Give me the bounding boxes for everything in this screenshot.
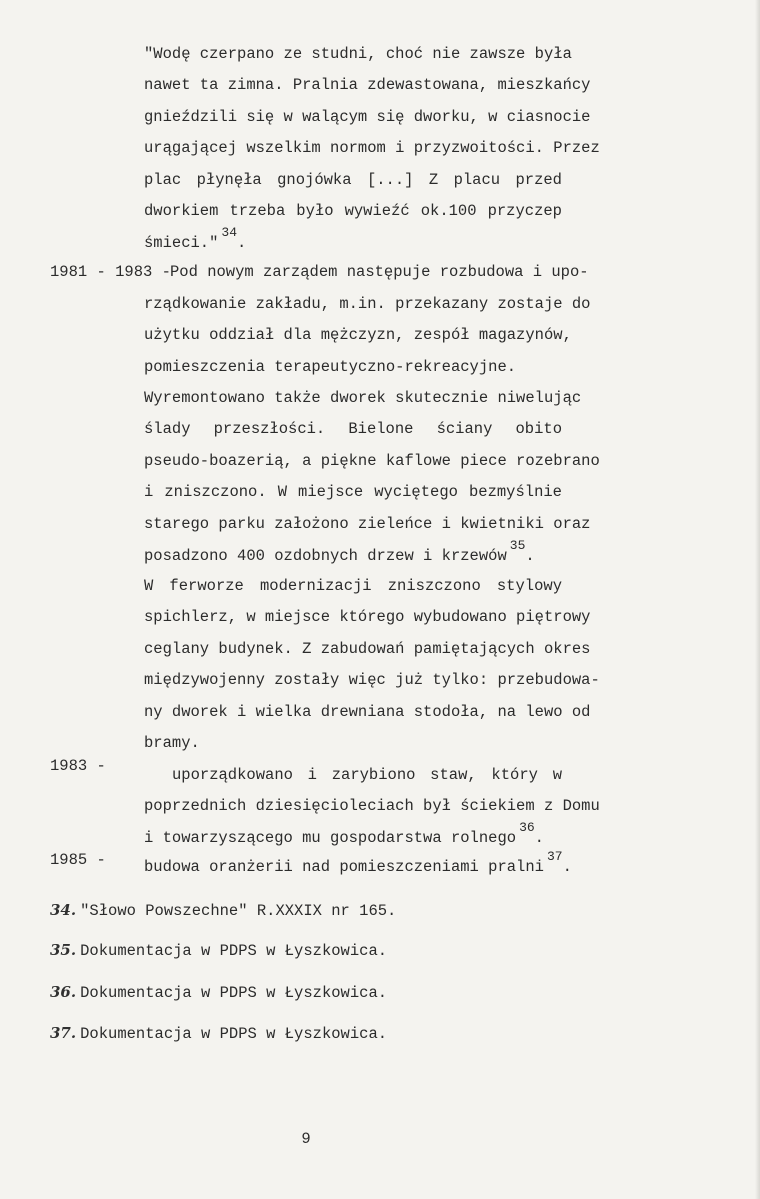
entry-1981-para3-line-2: spichlerz, w miejsce którego wybudowano piętrowy — [144, 608, 591, 626]
entry-1981-para3-line-5: ny dworek i wielka drewniana stodoła, na lewo od — [144, 703, 591, 721]
entry-1981-para3-last: bramy. — [144, 734, 200, 752]
date-1985: 1985 - — [50, 851, 106, 869]
entry-1981-line-3: użytku oddział dla mężczyzn, zespół magazynów, — [144, 326, 572, 344]
footnote-34 — [50, 898, 396, 923]
entry-1983-line-2: poprzednich dziesięcioleciach był ściekiem z Domu — [144, 797, 600, 815]
entry-1981-para2-line-4: i zniszczono. W miejsce wyciętego bezmyślnie — [144, 483, 562, 501]
footnote-ref-37: 37 — [546, 849, 563, 864]
quote-line-2: nawet ta zimna. Pralnia zdewastowana, mieszkańcy — [144, 76, 591, 94]
entry-1983-line-1: uporządkowano i zarybiono staw, który w — [172, 766, 562, 784]
quote-line-4: urągającej wszelkim normom i przyzwoitości. Przez — [144, 139, 600, 157]
footnote-number-35: 35. — [50, 941, 77, 959]
quote-last-text: śmieci." — [144, 234, 219, 252]
page-edge-shadow — [755, 0, 760, 1199]
entry-1983-line-3 — [144, 820, 562, 855]
entry-1981-para3-line-4: międzywojenny zostały więc już tylko: przebudowa- — [144, 671, 600, 689]
entry-1981-para2-end: . — [525, 547, 535, 565]
footnote-text-35: Dokumentacja w PDPS w Łyszkowica. — [80, 942, 388, 960]
entry-1981-para2-line-5: starego parku założono zieleńce i kwietniki oraz — [144, 515, 591, 533]
footnote-text-37: Dokumentacja w PDPS w Łyszkowica. — [80, 1025, 388, 1043]
footnote-number-37: 37. — [50, 1024, 77, 1042]
date-1983: 1983 - — [50, 757, 106, 775]
quote-end-punct: . — [237, 234, 247, 252]
footnote-ref-36: 36 — [519, 820, 535, 835]
footnote-36 — [50, 980, 387, 1005]
entry-1985-end: . — [562, 858, 572, 876]
entry-1985-line — [144, 849, 572, 884]
entry-1981-para2-last-text: posadzono 400 ozdobnych drzew i krzewów — [144, 547, 507, 565]
quote-last-line — [144, 225, 562, 260]
entry-1981-para2-line-3: pseudo-boazerią, a piękne kaflowe piece rozebrano — [144, 452, 600, 470]
footnote-number-36: 36. — [50, 983, 77, 1001]
footnote-ref-34: 34 — [221, 225, 238, 240]
footnote-37 — [50, 1021, 387, 1046]
entry-1981-para2-line-2: ślady przeszłości. Bielone ściany obito — [144, 420, 562, 438]
entry-1981-para3-line-1: W ferworze modernizacji zniszczono stylowy — [144, 577, 562, 595]
entry-1981-line-1: Pod nowym zarządem następuje rozbudowa i upo- — [170, 263, 589, 281]
footnote-number-34: 34. — [50, 901, 77, 919]
entry-1981-para2-line-1: Wyremontowano także dworek skutecznie niwelując — [144, 389, 582, 407]
page-number: 9 — [301, 1130, 311, 1148]
entry-1981-line-4: pomieszczenia terapeutyczno-rekreacyjne. — [144, 358, 517, 376]
entry-1983-end: . — [534, 829, 544, 847]
entry-1981-para2-last — [144, 538, 562, 573]
footnote-ref-35: 35 — [509, 538, 526, 553]
footnote-35 — [50, 938, 387, 963]
entry-1981-para3-line-3: ceglany budynek. Z zabudowań pamiętających okres — [144, 640, 591, 658]
quote-line-1: "Wodę czerpano ze studni, choć nie zawsze była — [144, 45, 572, 63]
quote-line-5: plac płynęła gnojówka [...] Z placu przed — [144, 171, 562, 189]
footnote-text-36: Dokumentacja w PDPS w Łyszkowica. — [80, 984, 388, 1002]
footnote-text-34: "Słowo Powszechne" R.XXXIX nr 165. — [80, 902, 397, 920]
date-1981-1983: 1981 - 1983 - — [50, 263, 171, 281]
quote-line-3: gnieździli się w walącym się dworku, w ciasnocie — [144, 108, 591, 126]
quote-line-6: dworkiem trzeba było wywieźć ok.100 przyczep — [144, 202, 562, 220]
entry-1983-last-text: i towarzyszącego mu gospodarstwa rolnego — [144, 829, 517, 847]
entry-1981-line-2: rządkowanie zakładu, m.in. przekazany zostaje do — [144, 295, 591, 313]
entry-1985-text: budowa oranżerii nad pomieszczeniami pralni — [144, 858, 544, 876]
